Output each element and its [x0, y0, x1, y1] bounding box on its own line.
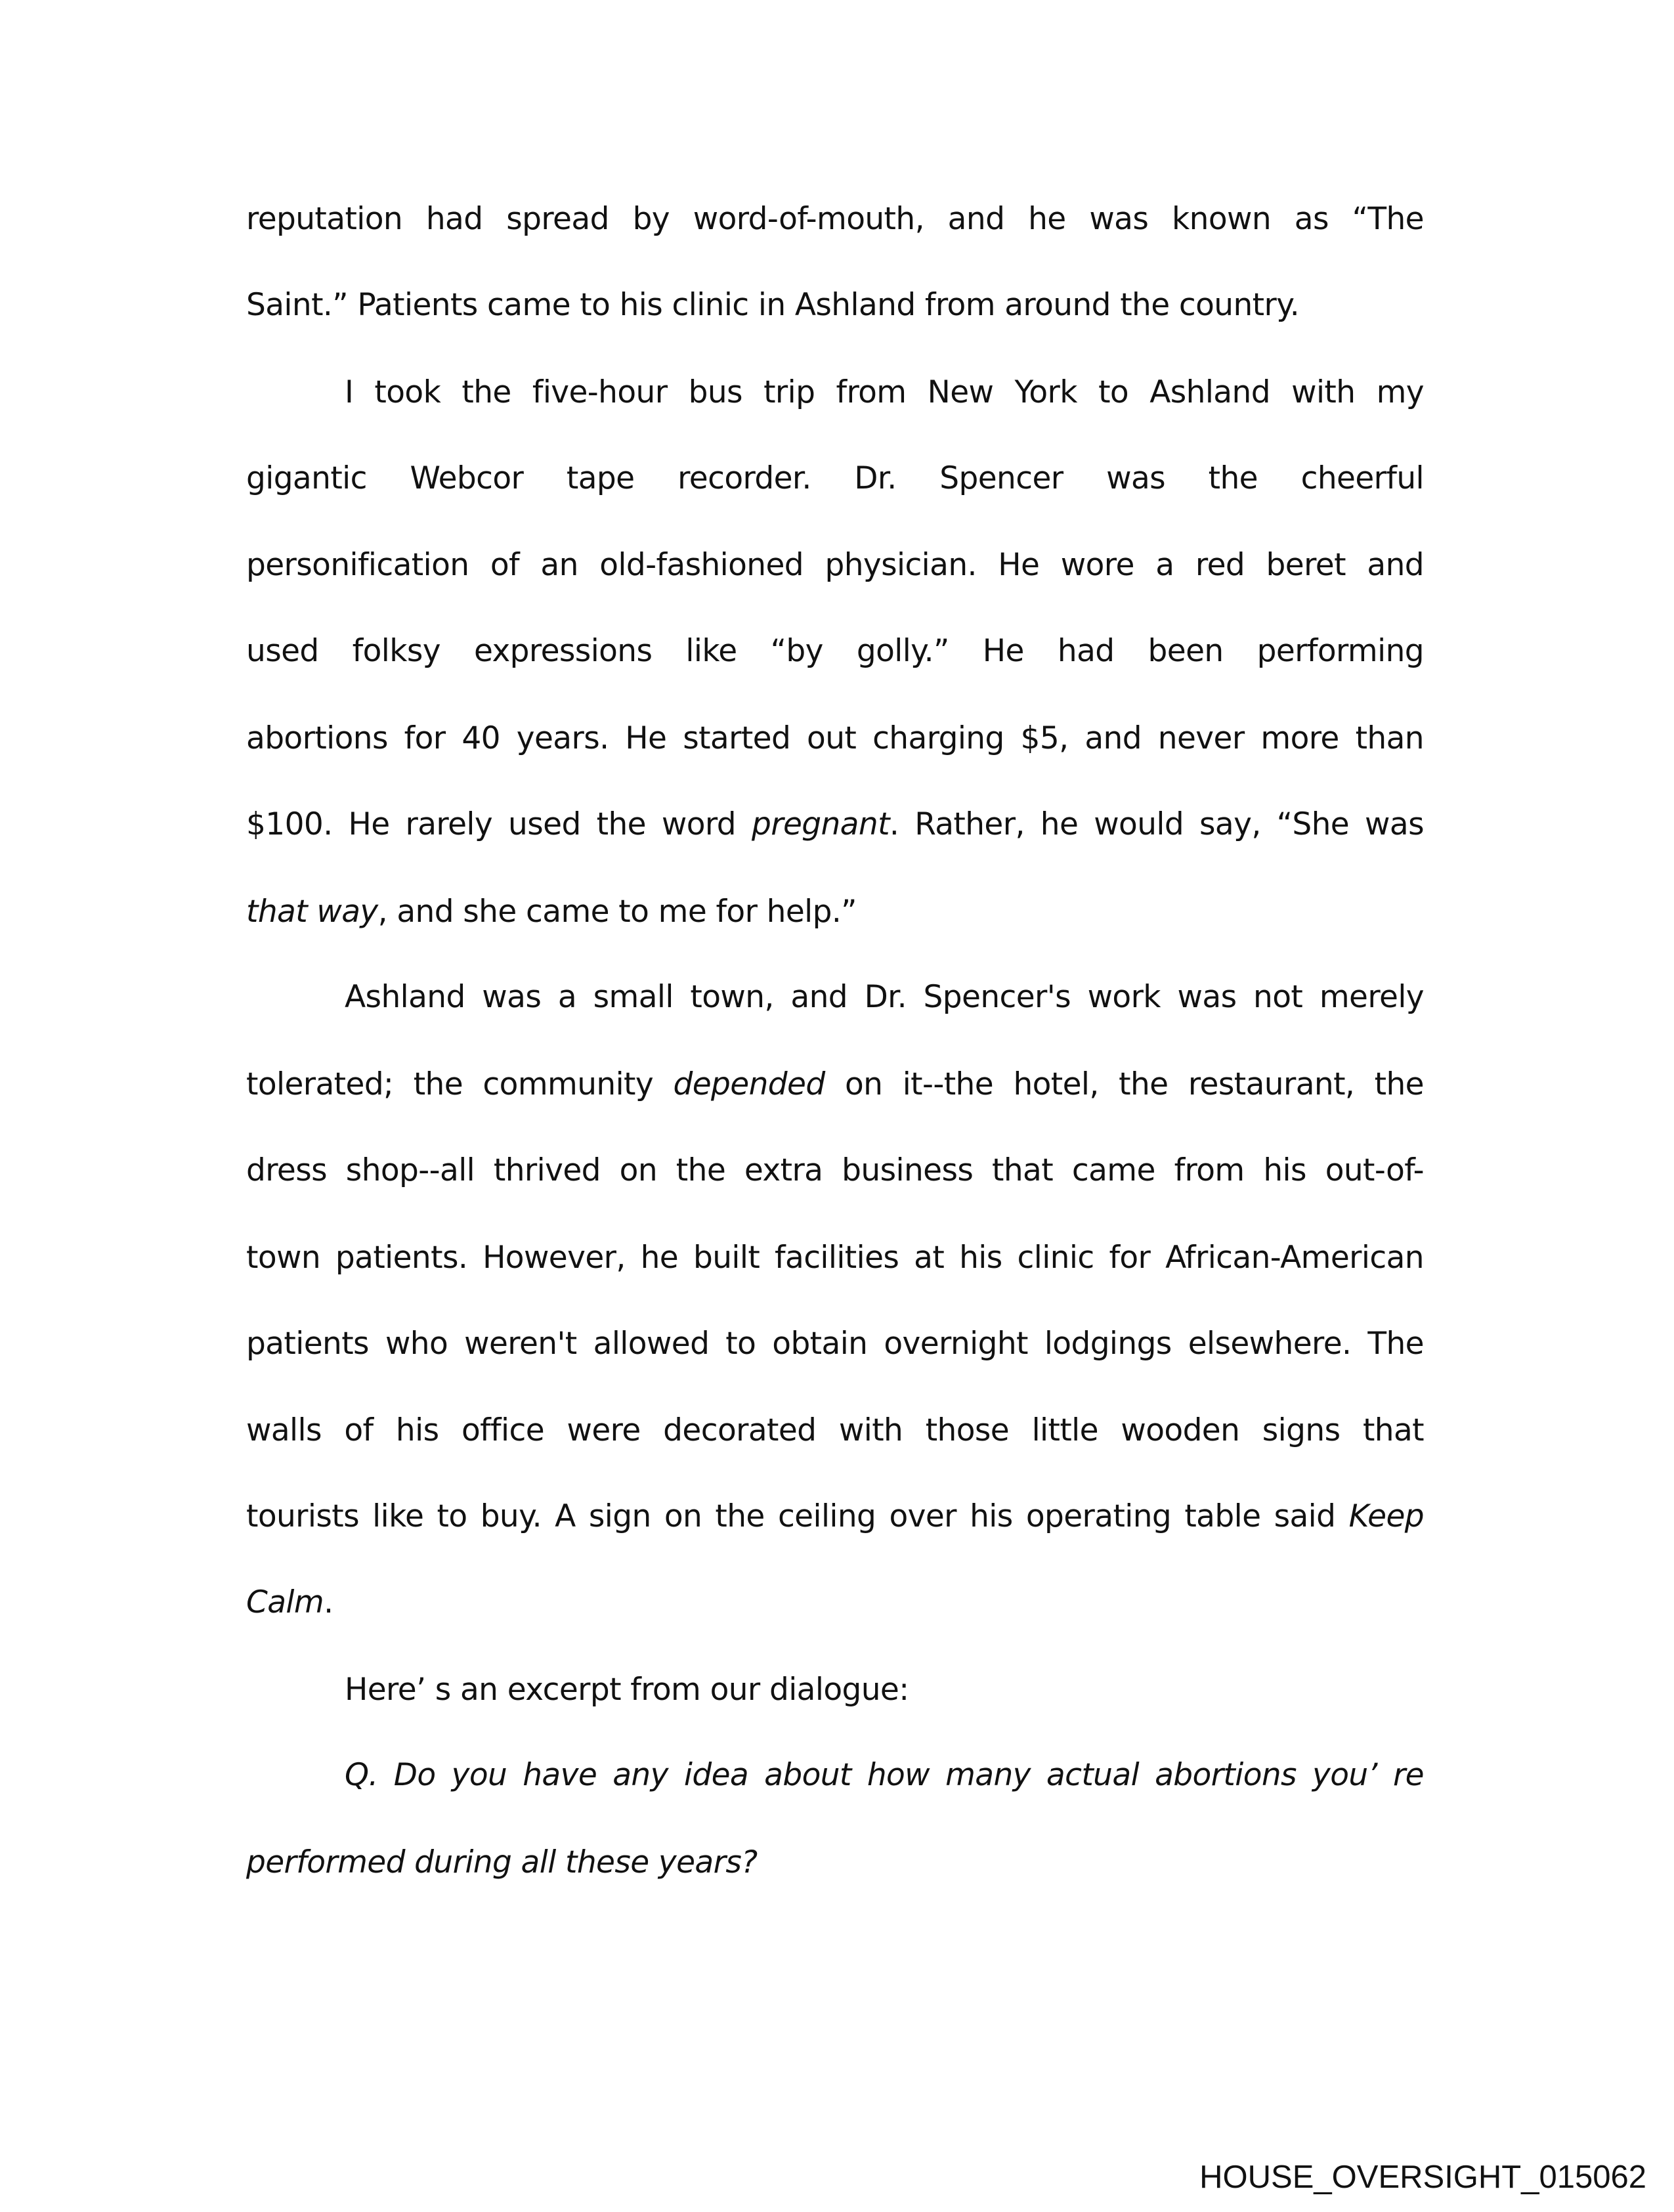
text-line — [246, 284, 1424, 326]
text-segment: walls of his office were decorated with those little wooden signs that — [246, 1412, 1424, 1448]
text-line — [246, 891, 1424, 933]
italic-text: depended — [673, 1066, 825, 1102]
text-line — [345, 976, 1424, 1018]
text-line — [345, 1754, 1424, 1796]
text-segment: Here’ s an excerpt from our dialogue: — [345, 1672, 909, 1708]
text-segment: patients who weren't allowed to obtain overnight lodgings elsewhere. The — [246, 1326, 1424, 1362]
text-segment: Ashland was a small town, and Dr. Spencer's work was not merely — [345, 979, 1424, 1015]
text-segment: $100. He rarely used the word — [246, 806, 752, 842]
text-segment: , and she came to me for help.” — [377, 894, 857, 930]
text-segment: tolerated; the community — [246, 1066, 674, 1102]
text-segment: town patients. However, he built facilities at his clinic for African-American — [246, 1240, 1424, 1276]
italic-text: pregnant — [751, 806, 890, 842]
text-line — [246, 544, 1424, 586]
text-segment: Saint.” Patients came to his clinic in Ashland from around the country. — [246, 287, 1300, 323]
italic-text: that way — [246, 894, 378, 930]
italic-text: Q. Do you have any idea about how many actual abortions you’ re — [345, 1757, 1424, 1793]
text-line — [246, 458, 1424, 500]
text-segment: on it--the hotel, the restaurant, the — [825, 1066, 1424, 1102]
text-line — [246, 1496, 1424, 1538]
text-line — [246, 718, 1424, 760]
text-line — [246, 1842, 1424, 1884]
text-segment: abortions for 40 years. He started out charging $5, and never more than — [246, 720, 1424, 756]
text-line — [246, 1237, 1424, 1279]
italic-text: performed during all these years? — [246, 1844, 758, 1880]
text-line — [246, 1323, 1424, 1365]
text-line — [345, 1669, 1424, 1711]
text-line — [246, 1150, 1424, 1192]
text-line — [345, 372, 1424, 414]
text-segment: reputation had spread by word-of-mouth, and he was known as “The — [246, 201, 1424, 237]
text-line — [246, 1410, 1424, 1452]
text-segment: . Rather, he would say, “She was — [889, 806, 1424, 842]
text-line — [246, 1064, 1424, 1106]
italic-text: Keep — [1348, 1498, 1424, 1534]
text-segment: . — [324, 1584, 333, 1620]
text-segment: I took the five-hour bus trip from New York to Ashland with my — [345, 374, 1424, 410]
text-segment: tourists like to buy. A sign on the ceiling over his operating table said — [246, 1498, 1349, 1534]
text-segment: dress shop--all thrived on the extra business that came from his out-of- — [246, 1152, 1424, 1188]
text-segment: used folksy expressions like “by golly.” He had been performing — [246, 633, 1424, 669]
bates-number: HOUSE_OVERSIGHT_015062 — [1199, 2159, 1646, 2195]
text-segment: gigantic Webcor tape recorder. Dr. Spencer was the cheerful — [246, 460, 1424, 496]
italic-text: Calm — [246, 1584, 324, 1620]
text-segment: personification of an old-fashioned physician. He wore a red beret and — [246, 547, 1424, 583]
text-line — [246, 804, 1424, 846]
text-line — [246, 198, 1424, 240]
text-line — [246, 1582, 1424, 1624]
text-line — [246, 630, 1424, 672]
